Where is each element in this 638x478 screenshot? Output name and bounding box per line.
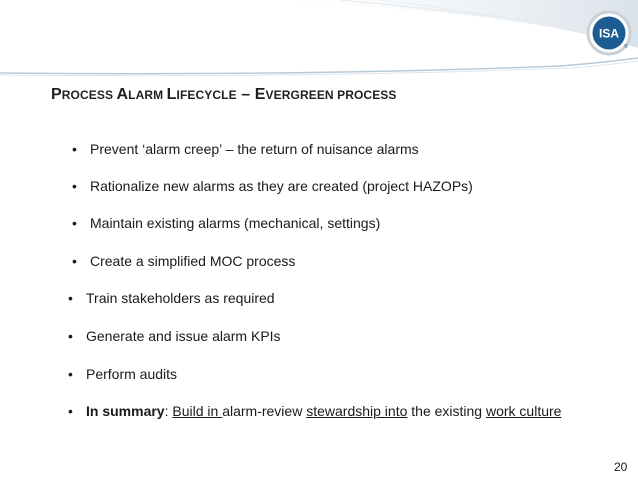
isa-logo-mark: ® <box>624 44 628 50</box>
bullet-text: Maintain existing alarms (mechanical, settings) <box>90 215 381 231</box>
bullet-text: Train stakeholders as required <box>86 290 275 306</box>
bullet-glyph: • <box>72 141 77 157</box>
bullet-text: Generate and issue alarm KPIs <box>86 328 281 344</box>
title-rest-process: ROCESS <box>61 88 117 102</box>
bullet-glyph: • <box>72 253 77 269</box>
bullet-item <box>72 141 419 157</box>
summary-stewardship-into: stewardship into <box>306 403 408 419</box>
bullet-text: Create a simplified MOC process <box>90 253 296 269</box>
summary-alarm-review: alarm-review <box>222 403 307 419</box>
isa-logo-text: ISA <box>598 26 620 41</box>
bullet-glyph: • <box>68 290 73 306</box>
summary-the-existing: the existing <box>407 403 486 419</box>
title-dash: – <box>236 86 255 103</box>
bullet-summary <box>68 403 561 419</box>
isa-logo <box>586 10 632 56</box>
summary-label: In summary <box>86 403 165 419</box>
bullet-item <box>68 366 177 382</box>
summary-colon: : <box>164 403 173 419</box>
title-rest-alarm: LARM <box>128 88 167 102</box>
bullet-item <box>72 215 380 231</box>
title-rest-lifecycle: IFECYCLE <box>176 88 237 102</box>
bullet-text: Perform audits <box>86 366 178 382</box>
header-decoration <box>0 0 638 76</box>
bullet-glyph: • <box>68 328 73 344</box>
bullet-text: Prevent ‘alarm creep’ – the return of nuisance alarms <box>90 141 419 157</box>
summary-build-in: Build in <box>172 403 223 419</box>
bullet-item <box>68 290 275 306</box>
bullet-glyph: • <box>68 366 73 382</box>
header-swoosh <box>0 0 638 76</box>
title-initial-l: L <box>166 86 177 103</box>
bullet-item <box>72 253 295 269</box>
page-number: 20 <box>614 460 628 474</box>
title-initial-a: A <box>116 86 129 103</box>
bullet-text: Rationalize new alarms as they are created (project HAZOPs) <box>90 178 473 194</box>
title-initial-e: E <box>254 86 266 103</box>
title-rest-evergreen: VERGREEN PROCESS <box>265 88 397 102</box>
bullet-glyph: • <box>72 178 77 194</box>
bullet-item <box>72 178 473 194</box>
summary-work-culture: work culture <box>485 403 562 419</box>
title-initial-p: P <box>51 86 62 103</box>
bullet-item <box>68 328 281 344</box>
bullet-glyph: • <box>68 403 73 419</box>
bullet-glyph: • <box>72 215 77 231</box>
slide-title <box>51 86 397 104</box>
